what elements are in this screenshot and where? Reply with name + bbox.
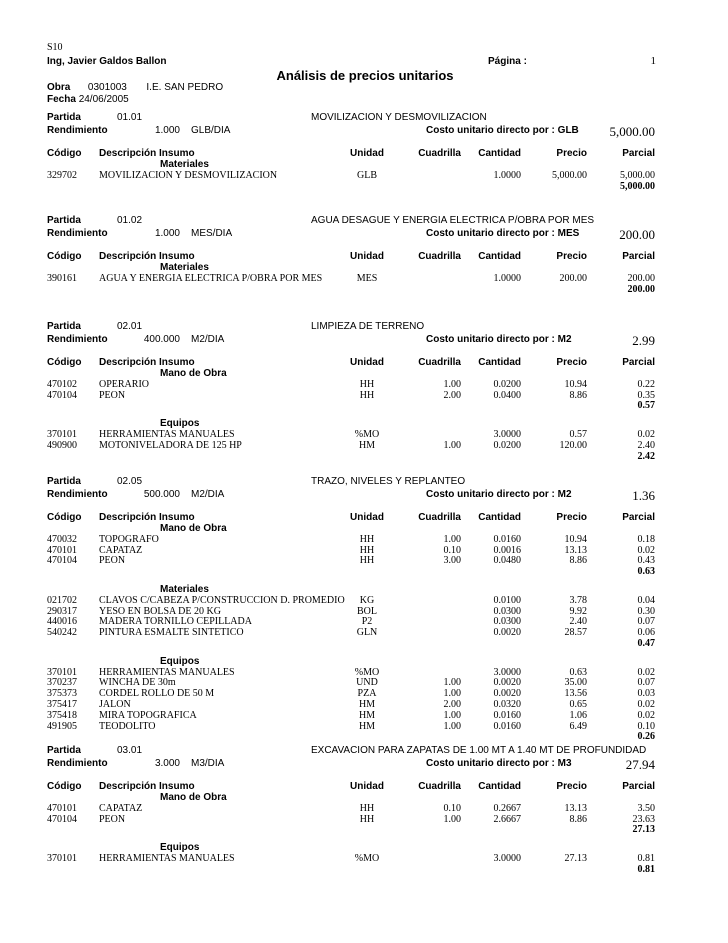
- rendimiento-value: 1.000: [154, 125, 180, 136]
- costo-unitario-label: Costo unitario directo por : MES: [426, 228, 580, 239]
- col-header-descripcion: Descripción Insumo: [99, 512, 195, 523]
- row-unidad: P2: [361, 616, 373, 628]
- row-descripcion: HERRAMIENTAS MANUALES: [99, 666, 235, 678]
- row-descripcion: TOPOGRAFO: [99, 533, 159, 545]
- row-unidad: KG: [359, 594, 375, 606]
- partida-code: 02.01: [117, 321, 143, 332]
- row-descripcion: AGUA Y ENERGIA ELECTRICA P/OBRA POR MES: [99, 272, 323, 284]
- rendimiento-value: 1.000: [154, 228, 180, 239]
- row-unidad: MES: [356, 272, 378, 284]
- col-header-parcial: Parcial: [622, 148, 655, 159]
- row-precio: 3.78: [569, 594, 587, 606]
- group-subtotal: 0.81: [637, 863, 655, 875]
- row-cantidad: 0.0020: [493, 627, 521, 639]
- row-descripcion: PINTURA ESMALTE SINTETICO: [99, 627, 244, 639]
- partida-description: EXCAVACION PARA ZAPATAS DE 1.00 MT A 1.40 MT DE PROFUNDIDAD: [311, 745, 647, 756]
- rendimiento-unit: MES/DIA: [191, 228, 233, 239]
- partida-description: MOVILIZACION Y DESMOVILIZACION: [311, 112, 487, 123]
- group-label: Equipos: [160, 655, 200, 667]
- group-label: Mano de Obra: [160, 368, 227, 379]
- row-descripcion: CAPATAZ: [99, 544, 143, 556]
- row-cantidad: 3.0000: [493, 429, 521, 440]
- col-header-parcial: Parcial: [622, 357, 655, 368]
- col-header-precio: Precio: [556, 251, 587, 262]
- row-parcial: 3.50: [637, 802, 655, 814]
- rendimiento-label: Rendimiento: [47, 334, 108, 345]
- col-header-parcial: Parcial: [622, 251, 655, 262]
- row-parcial: 0.02: [637, 666, 655, 678]
- row-cantidad: 0.0160: [493, 720, 521, 732]
- row-codigo: 470104: [47, 555, 77, 567]
- row-parcial: 0.02: [637, 429, 655, 440]
- row-parcial: 0.02: [637, 699, 655, 710]
- group-label: Mano de Obra: [160, 792, 227, 803]
- col-header-cuadrilla: Cuadrilla: [418, 781, 461, 792]
- col-header-codigo: Código: [47, 512, 82, 523]
- col-header-precio: Precio: [556, 781, 587, 792]
- row-descripcion: CAPATAZ: [99, 802, 143, 814]
- row-unidad: GLN: [356, 627, 378, 639]
- row-parcial: 0.10: [637, 720, 655, 732]
- col-header-cantidad: Cantidad: [478, 781, 521, 792]
- page-label: Página :: [488, 56, 527, 67]
- row-cantidad: 0.0300: [493, 605, 521, 617]
- row-unidad: HH: [359, 544, 375, 556]
- row-unidad: HH: [359, 555, 375, 567]
- row-unidad: HH: [359, 813, 375, 825]
- row-cantidad: 0.0400: [493, 389, 521, 401]
- row-descripcion: WINCHA DE 30m: [99, 677, 176, 689]
- col-header-descripcion: Descripción Insumo: [99, 251, 195, 262]
- obra-code: 0301003: [87, 82, 127, 93]
- group-subtotal: 200.00: [627, 283, 655, 295]
- row-precio: 1.06: [569, 709, 587, 721]
- row-codigo: 370101: [47, 429, 77, 440]
- rendimiento-unit: M3/DIA: [191, 758, 225, 769]
- rendimiento-value: 3.000: [154, 758, 180, 769]
- row-descripcion: PEON: [99, 555, 126, 567]
- row-cantidad: 0.0200: [493, 378, 521, 390]
- partida-code: 02.05: [117, 476, 143, 487]
- row-precio: 28.57: [564, 627, 587, 639]
- row-descripcion: JALON: [99, 699, 131, 710]
- row-codigo: 470101: [47, 544, 77, 556]
- row-cuadrilla: 1.00: [443, 709, 461, 721]
- row-precio: 8.86: [569, 813, 587, 825]
- row-cantidad: 0.0016: [493, 544, 521, 556]
- costo-unitario-label: Costo unitario directo por : M2: [426, 489, 572, 500]
- row-cuadrilla: 0.10: [443, 544, 461, 556]
- col-header-unidad: Unidad: [350, 357, 384, 368]
- row-codigo: 470104: [47, 813, 77, 825]
- rendimiento-unit: M2/DIA: [191, 334, 225, 345]
- col-header-parcial: Parcial: [622, 512, 655, 523]
- col-header-cantidad: Cantidad: [478, 357, 521, 368]
- row-unidad: UND: [356, 677, 378, 689]
- group-subtotal: 0.47: [637, 638, 655, 649]
- partida-label: Partida: [47, 215, 81, 226]
- group-subtotal: 0.63: [637, 566, 655, 578]
- row-cantidad: 2.6667: [493, 813, 521, 825]
- row-codigo: 370101: [47, 666, 77, 678]
- row-parcial: 0.06: [637, 627, 655, 639]
- row-cuadrilla: 1.00: [443, 533, 461, 545]
- costo-unitario-value: 2.99: [632, 333, 655, 348]
- row-parcial: 0.02: [637, 544, 655, 556]
- row-codigo: 540242: [47, 627, 77, 639]
- group-label: Materiales: [160, 262, 209, 273]
- col-header-codigo: Código: [47, 357, 82, 368]
- row-codigo: 375373: [47, 688, 77, 700]
- col-header-codigo: Código: [47, 251, 82, 262]
- row-cantidad: 1.0000: [493, 169, 521, 181]
- rendimiento-label: Rendimiento: [47, 125, 108, 136]
- engineer-name: Ing, Javier Galdos Ballon: [47, 56, 167, 67]
- row-cuadrilla: 2.00: [443, 699, 461, 710]
- partida-label: Partida: [47, 745, 81, 756]
- row-unidad: GLB: [357, 169, 377, 181]
- row-descripcion: MOVILIZACION Y DESMOVILIZACION: [99, 169, 278, 181]
- row-cuadrilla: 1.00: [443, 688, 461, 700]
- row-parcial: 0.07: [637, 616, 655, 628]
- row-precio: 13.56: [564, 688, 587, 700]
- row-cuadrilla: 1.00: [443, 378, 461, 390]
- row-precio: 10.94: [564, 533, 587, 545]
- col-header-parcial: Parcial: [622, 781, 655, 792]
- costo-unitario-value: 5,000.00: [609, 124, 655, 139]
- row-descripcion: MADERA TORNILLO CEPILLADA: [99, 616, 252, 628]
- costo-unitario-value: 27.94: [625, 757, 655, 772]
- group-subtotal: 2.42: [637, 450, 655, 462]
- row-parcial: 0.03: [637, 688, 655, 700]
- row-parcial: 0.07: [637, 677, 655, 689]
- row-codigo: 390161: [47, 272, 77, 284]
- col-header-codigo: Código: [47, 148, 82, 159]
- col-header-precio: Precio: [556, 357, 587, 368]
- col-header-precio: Precio: [556, 148, 587, 159]
- row-unidad: %MO: [354, 666, 380, 678]
- row-descripcion: HERRAMIENTAS MANUALES: [99, 429, 235, 440]
- row-precio: 27.13: [564, 853, 587, 864]
- row-cantidad: 3.0000: [493, 853, 521, 864]
- row-precio: 200.00: [559, 272, 587, 284]
- col-header-unidad: Unidad: [350, 512, 384, 523]
- row-codigo: 370101: [47, 853, 77, 864]
- row-precio: 0.65: [569, 699, 587, 710]
- fecha-label: Fecha: [47, 94, 76, 105]
- col-header-cuadrilla: Cuadrilla: [418, 251, 461, 262]
- row-cuadrilla: 2.00: [443, 389, 461, 401]
- group-label: Mano de Obra: [160, 523, 227, 534]
- row-codigo: 440016: [47, 616, 77, 628]
- col-header-descripcion: Descripción Insumo: [99, 148, 195, 159]
- fecha-line: [47, 94, 129, 105]
- row-cantidad: 0.0020: [493, 688, 521, 700]
- partida-description: AGUA DESAGUE Y ENERGIA ELECTRICA P/OBRA POR MES: [311, 215, 595, 226]
- row-codigo: 470102: [47, 378, 77, 390]
- row-unidad: HH: [359, 389, 375, 401]
- partida-label: Partida: [47, 321, 81, 332]
- row-unidad: BOL: [357, 605, 377, 617]
- row-unidad: HH: [359, 533, 375, 545]
- rendimiento-label: Rendimiento: [47, 228, 108, 239]
- row-cantidad: 0.0100: [493, 594, 521, 606]
- row-descripcion: CLAVOS C/CABEZA P/CONSTRUCCION D. PROMEDIO: [99, 594, 345, 606]
- col-header-descripcion: Descripción Insumo: [99, 781, 195, 792]
- row-precio: 0.57: [569, 429, 587, 440]
- row-cuadrilla: 1.00: [443, 720, 461, 732]
- row-codigo: 375418: [47, 709, 77, 721]
- rendimiento-unit: GLB/DIA: [191, 125, 231, 136]
- col-header-unidad: Unidad: [350, 148, 384, 159]
- row-parcial: 0.81: [637, 853, 655, 864]
- group-subtotal: 0.57: [637, 400, 655, 412]
- partida-description: LIMPIEZA DE TERRENO: [311, 321, 425, 332]
- row-unidad: HM: [358, 720, 376, 732]
- partida-code: 01.02: [117, 215, 143, 226]
- row-cantidad: 1.0000: [493, 272, 521, 284]
- col-header-cuadrilla: Cuadrilla: [418, 357, 461, 368]
- row-descripcion: YESO EN BOLSA DE 20 KG: [99, 605, 221, 617]
- row-codigo: 375417: [47, 699, 77, 710]
- row-descripcion: CORDEL ROLLO DE 50 M: [99, 688, 215, 700]
- row-parcial: 0.30: [637, 605, 655, 617]
- partida-label: Partida: [47, 476, 81, 487]
- row-descripcion: MOTONIVELADORA DE 125 HP: [99, 439, 242, 451]
- row-codigo: 470104: [47, 389, 77, 401]
- costo-unitario-label: Costo unitario directo por : GLB: [426, 125, 579, 136]
- group-label: Materiales: [160, 159, 209, 170]
- row-unidad: HM: [358, 709, 376, 721]
- row-codigo: 290317: [47, 605, 77, 617]
- row-cantidad: 0.2667: [493, 802, 521, 814]
- row-descripcion: PEON: [99, 813, 126, 825]
- row-cuadrilla: 0.10: [443, 802, 461, 814]
- row-precio: 2.40: [569, 616, 587, 628]
- row-unidad: PZA: [357, 688, 377, 700]
- row-parcial: 0.22: [637, 378, 655, 390]
- row-precio: 9.92: [569, 605, 587, 617]
- row-parcial: 0.35: [637, 389, 655, 401]
- row-parcial: 0.18: [637, 533, 655, 545]
- group-label: Materiales: [160, 584, 209, 595]
- rendimiento-value: 500.000: [143, 489, 180, 500]
- obra-label: Obra: [47, 82, 71, 93]
- costo-unitario-value: 200.00: [619, 227, 655, 242]
- row-precio: 35.00: [564, 677, 587, 689]
- col-header-precio: Precio: [556, 512, 587, 523]
- costo-unitario-value: 1.36: [632, 488, 655, 503]
- rendimiento-value: 400.000: [143, 334, 180, 345]
- row-codigo: 470032: [47, 533, 77, 545]
- rendimiento-unit: M2/DIA: [191, 489, 225, 500]
- row-unidad: HM: [358, 699, 376, 710]
- costo-unitario-label: Costo unitario directo por : M3: [426, 758, 572, 769]
- partida-description: TRAZO, NIVELES Y REPLANTEO: [311, 476, 466, 487]
- row-codigo: 491905: [47, 720, 77, 732]
- group-subtotal: 0.26: [637, 731, 655, 743]
- row-parcial: 2.40: [637, 439, 655, 451]
- row-precio: 0.63: [569, 666, 587, 678]
- rendimiento-label: Rendimiento: [47, 758, 108, 769]
- row-precio: 8.86: [569, 555, 587, 567]
- costo-unitario-label: Costo unitario directo por : M2: [426, 334, 572, 345]
- row-cantidad: 0.0320: [493, 699, 521, 710]
- report-code: S10: [47, 42, 63, 53]
- row-parcial: 0.02: [637, 709, 655, 721]
- col-header-cuadrilla: Cuadrilla: [418, 512, 461, 523]
- row-precio: 8.86: [569, 389, 587, 401]
- row-descripcion: TEODOLITO: [99, 720, 156, 732]
- row-precio: 13.13: [564, 544, 587, 556]
- row-cuadrilla: 1.00: [443, 813, 461, 825]
- col-header-cantidad: Cantidad: [478, 251, 521, 262]
- row-codigo: 329702: [47, 169, 77, 181]
- col-header-unidad: Unidad: [350, 781, 384, 792]
- row-cantidad: 0.0160: [493, 709, 521, 721]
- group-subtotal: 27.13: [632, 824, 655, 836]
- row-parcial: 200.00: [627, 272, 655, 284]
- row-parcial: 5,000.00: [620, 169, 655, 181]
- row-unidad: %MO: [354, 853, 380, 864]
- row-cantidad: 0.0160: [493, 533, 521, 545]
- row-cuadrilla: 3.00: [443, 555, 461, 567]
- rendimiento-label: Rendimiento: [47, 489, 108, 500]
- row-codigo: 021702: [47, 594, 77, 606]
- partida-code: 01.01: [117, 112, 143, 123]
- row-descripcion: PEON: [99, 389, 126, 401]
- row-cuadrilla: 1.00: [443, 439, 461, 451]
- row-descripcion: OPERARIO: [99, 378, 150, 390]
- row-unidad: %MO: [354, 429, 380, 440]
- partida-label: Partida: [47, 112, 81, 123]
- row-precio: 6.49: [569, 720, 587, 732]
- col-header-descripcion: Descripción Insumo: [99, 357, 195, 368]
- row-parcial: 0.43: [637, 555, 655, 567]
- col-header-codigo: Código: [47, 781, 82, 792]
- group-subtotal: 5,000.00: [620, 180, 655, 192]
- row-cantidad: 0.0020: [493, 677, 521, 689]
- row-unidad: HH: [359, 802, 375, 814]
- row-codigo: 490900: [47, 439, 77, 451]
- row-descripcion: HERRAMIENTAS MANUALES: [99, 853, 235, 864]
- row-precio: 5,000.00: [552, 169, 587, 181]
- page-number: 1: [650, 55, 656, 67]
- row-descripcion: MIRA TOPOGRAFICA: [99, 709, 197, 721]
- obra-line: [47, 82, 223, 93]
- row-cantidad: 0.0480: [493, 555, 521, 567]
- group-label: Equipos: [160, 842, 200, 854]
- fecha-value: 24/06/2005: [78, 94, 129, 105]
- row-unidad: HM: [358, 439, 376, 451]
- group-label: Equipos: [160, 418, 200, 430]
- row-unidad: HH: [359, 378, 375, 390]
- row-cuadrilla: 1.00: [443, 677, 461, 689]
- row-precio: 13.13: [564, 802, 587, 814]
- col-header-cantidad: Cantidad: [478, 512, 521, 523]
- row-parcial: 0.04: [637, 594, 655, 606]
- row-precio: 120.00: [559, 439, 587, 451]
- row-cantidad: 0.0300: [493, 616, 521, 628]
- page-title: Análisis de precios unitarios: [276, 68, 454, 83]
- partida-code: 03.01: [117, 745, 143, 756]
- col-header-cuadrilla: Cuadrilla: [418, 148, 461, 159]
- col-header-cantidad: Cantidad: [478, 148, 521, 159]
- col-header-unidad: Unidad: [350, 251, 384, 262]
- row-codigo: 470101: [47, 802, 77, 814]
- row-parcial: 23.63: [632, 813, 655, 825]
- obra-name: I.E. SAN PEDRO: [146, 82, 224, 93]
- row-codigo: 370237: [47, 677, 77, 689]
- row-cantidad: 0.0200: [493, 439, 521, 451]
- row-cantidad: 3.0000: [493, 666, 521, 678]
- row-precio: 10.94: [564, 378, 587, 390]
